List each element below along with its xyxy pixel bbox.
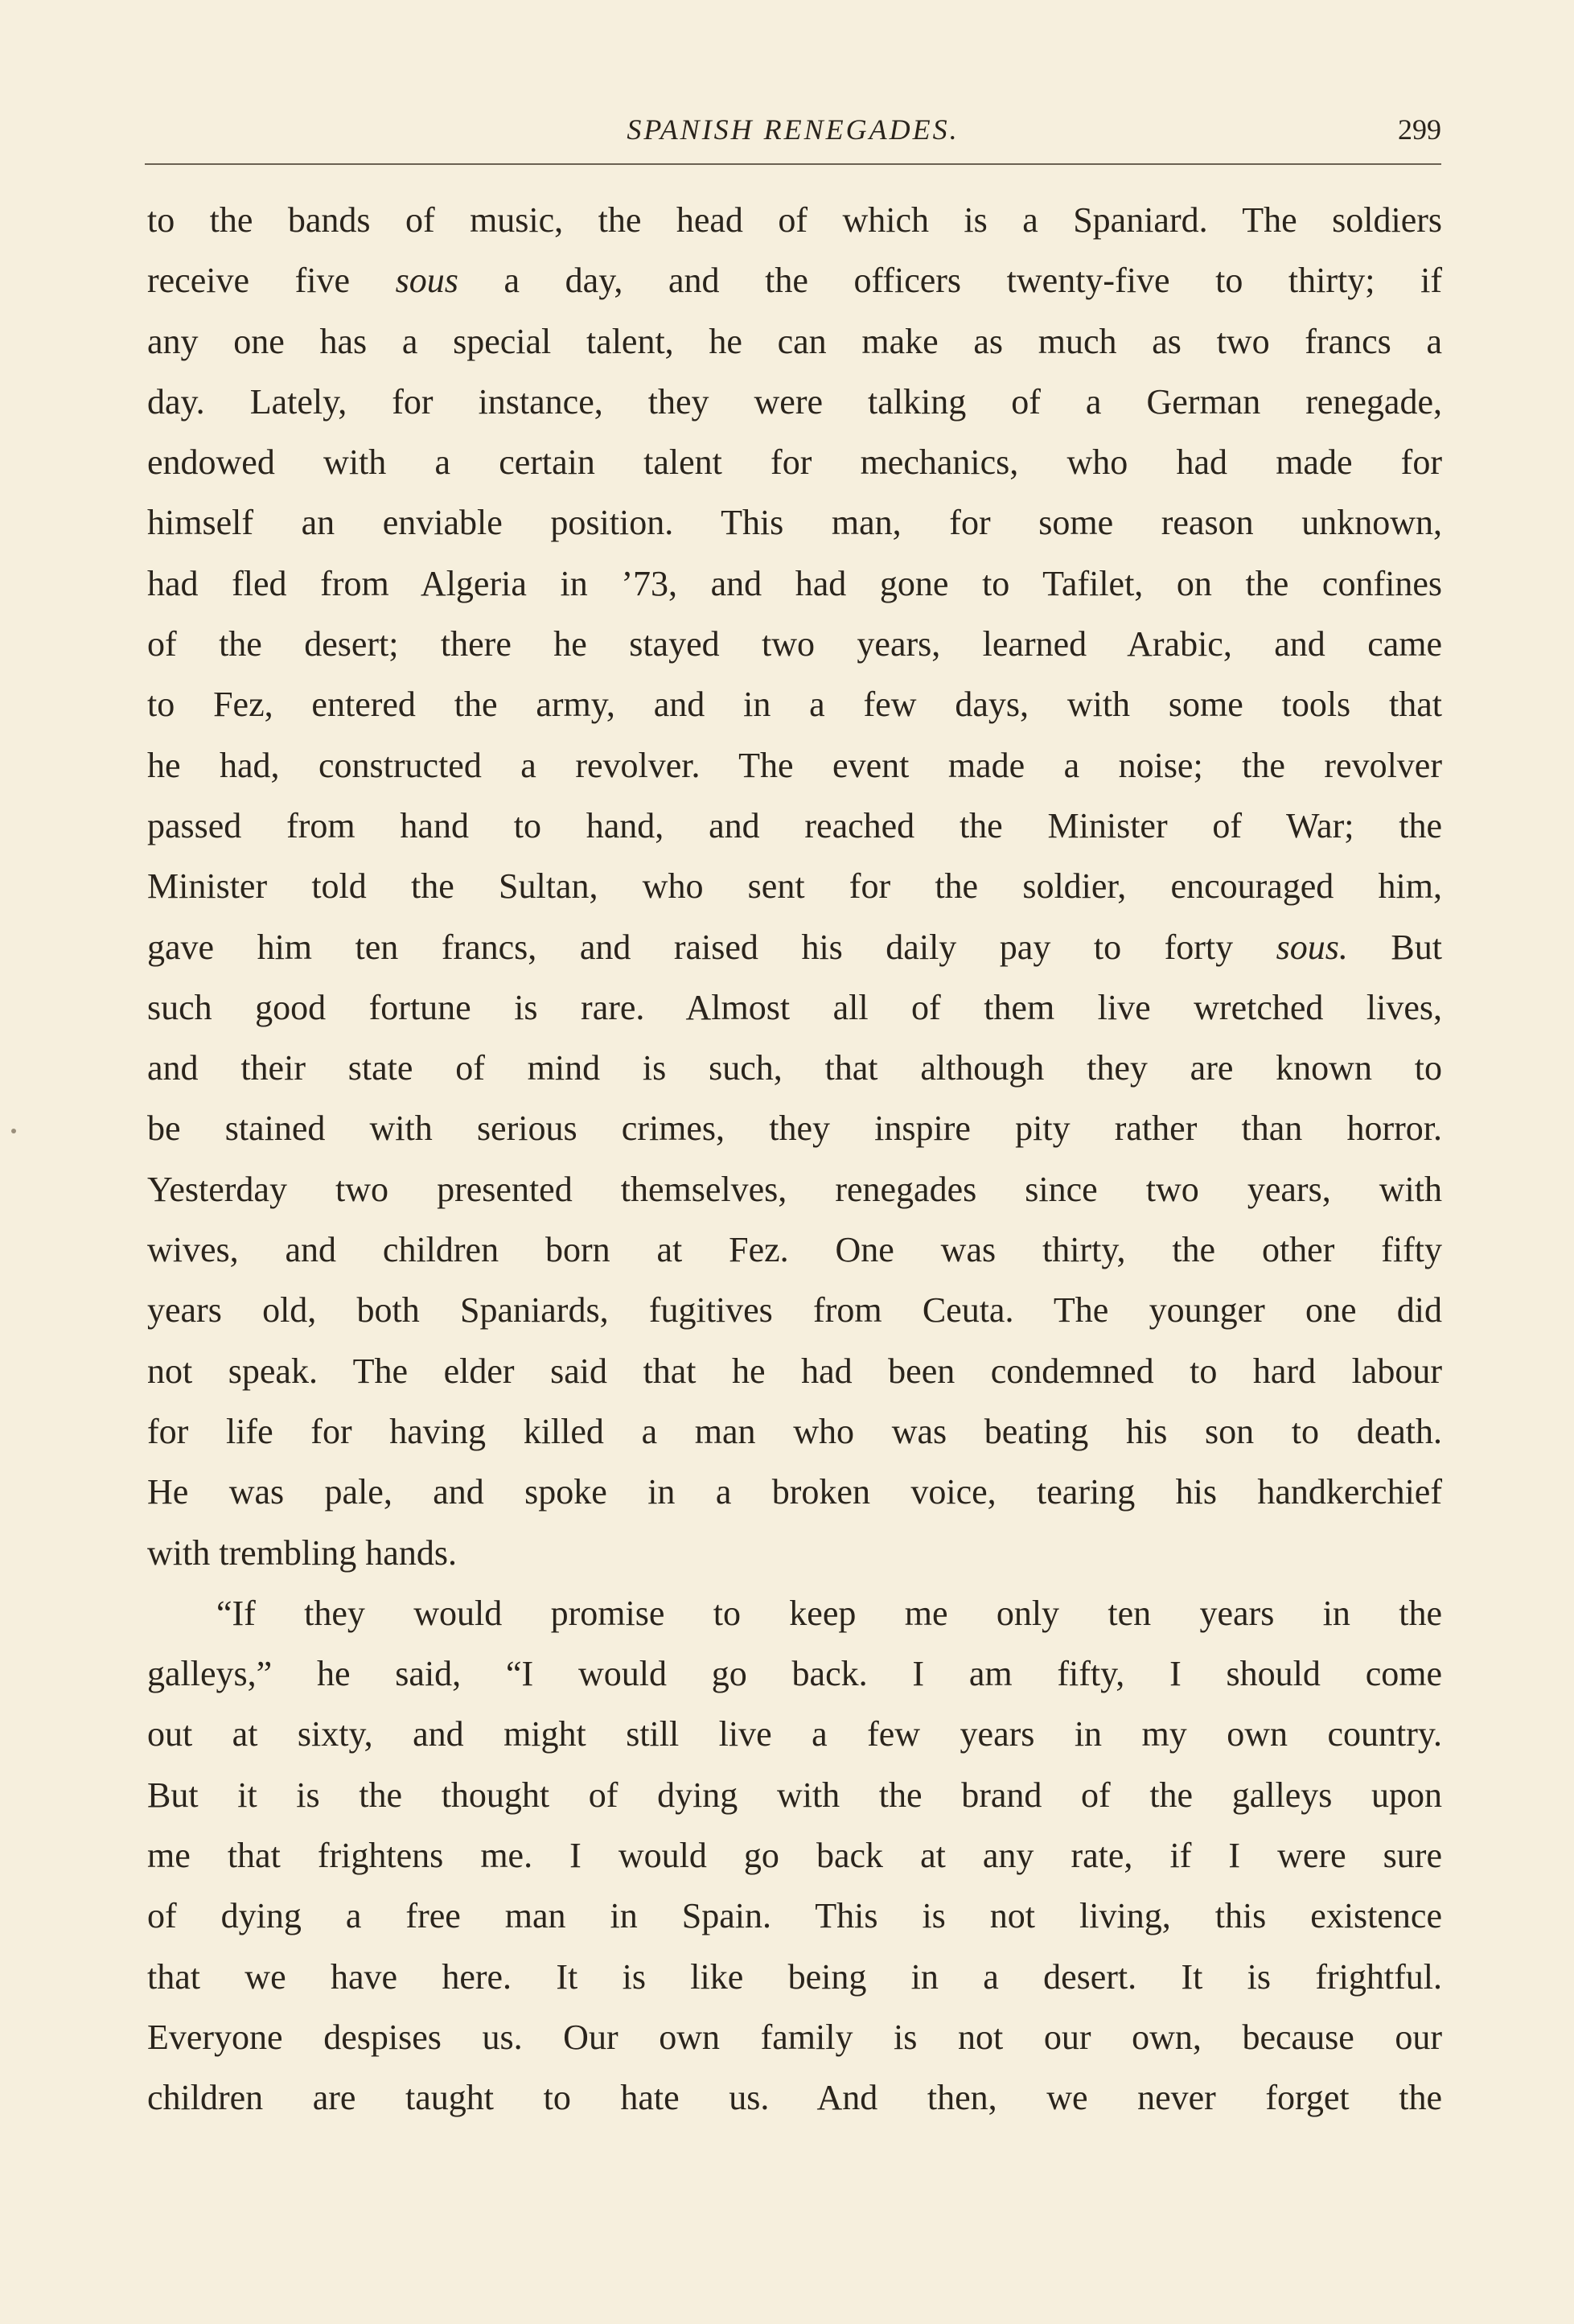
running-title: SPANISH RENEGADES. bbox=[627, 113, 960, 146]
text-line: to the bands of music, the head of which is a Spaniard. The soldiers bbox=[147, 200, 1442, 240]
text-line: out at sixty, and might still live a few years in my own country. bbox=[147, 1714, 1442, 1754]
running-head bbox=[145, 106, 1441, 154]
text-line-italic-sous bbox=[147, 917, 1442, 977]
text-line: to Fez, entered the army, and in a few days, with some tools that bbox=[147, 685, 1442, 725]
text-line: not speak. The elder said that he had been condemned to hard labour bbox=[147, 1351, 1442, 1391]
text-fragment: gave him ten francs, and raised his daily pay to forty bbox=[147, 927, 1276, 967]
italic-word: sous. bbox=[1276, 927, 1348, 967]
text-line: day. Lately, for instance, they were talking of a German renegade, bbox=[147, 381, 1442, 422]
text-line: He was pale, and spoke in a broken voice, tearing his handkerchief bbox=[147, 1472, 1442, 1512]
text-line-paragraph-start: “If they would promise to keep me only ten years in the bbox=[216, 1593, 1442, 1633]
page-number: 299 bbox=[1398, 113, 1441, 146]
text-fragment: receive five bbox=[147, 261, 396, 301]
header-rule bbox=[145, 163, 1441, 165]
text-fragment: But bbox=[1347, 927, 1442, 967]
text-line: Everyone despises us. Our own family is not our own, because our bbox=[147, 2017, 1442, 2057]
margin-mark bbox=[11, 1129, 16, 1133]
text-line: But it is the thought of dying with the brand of the galleys upon bbox=[147, 1775, 1442, 1815]
text-line-paragraph-end: with trembling hands. bbox=[147, 1532, 457, 1573]
italic-word: sous bbox=[395, 261, 458, 301]
text-line: that we have here. It is like being in a desert. It is frightful. bbox=[147, 1956, 1442, 1997]
body-text bbox=[147, 190, 1442, 2129]
text-line: himself an enviable position. This man, for some reason unknown, bbox=[147, 503, 1442, 543]
text-line: Yesterday two presented themselves, renegades since two years, with bbox=[147, 1169, 1442, 1209]
text-line: passed from hand to hand, and reached the Minister of War; the bbox=[147, 805, 1442, 845]
text-line: any one has a special talent, he can make as much as two francs a bbox=[147, 321, 1442, 361]
text-line: and their state of mind is such, that although they are known to bbox=[147, 1048, 1442, 1088]
text-line: be stained with serious crimes, they inspire pity rather than horror. bbox=[147, 1109, 1442, 1149]
text-line: me that frightens me. I would go back at any rate, if I were sure bbox=[147, 1836, 1442, 1876]
text-line: children are taught to hate us. And then, we never forget the bbox=[147, 2078, 1442, 2118]
text-line: Minister told the Sultan, who sent for the soldier, encouraged him, bbox=[147, 866, 1442, 907]
text-line: he had, constructed a revolver. The event made a noise; the revolver bbox=[147, 745, 1442, 785]
text-line: wives, and children born at Fez. One was thirty, the other fifty bbox=[147, 1230, 1442, 1270]
text-line: of dying a free man in Spain. This is not living, this existence bbox=[147, 1896, 1442, 1936]
text-line: of the desert; there he stayed two years, learned Arabic, and came bbox=[147, 624, 1442, 664]
text-line: for life for having killed a man who was beating his son to death. bbox=[147, 1411, 1442, 1451]
text-fragment: a day, and the officers twenty-five to thirty; if bbox=[458, 261, 1442, 301]
text-line: had fled from Algeria in ’73, and had gone to Tafilet, on the confines bbox=[147, 563, 1442, 603]
text-line: such good fortune is rare. Almost all of them live wretched lives, bbox=[147, 987, 1442, 1027]
text-line: galleys,” he said, “I would go back. I am fifty, I should come bbox=[147, 1654, 1442, 1694]
text-line: endowed with a certain talent for mechanics, who had made for bbox=[147, 442, 1442, 483]
text-line-italic-sous bbox=[147, 250, 1442, 311]
text-line: years old, both Spaniards, fugitives from Ceuta. The younger one did bbox=[147, 1290, 1442, 1331]
